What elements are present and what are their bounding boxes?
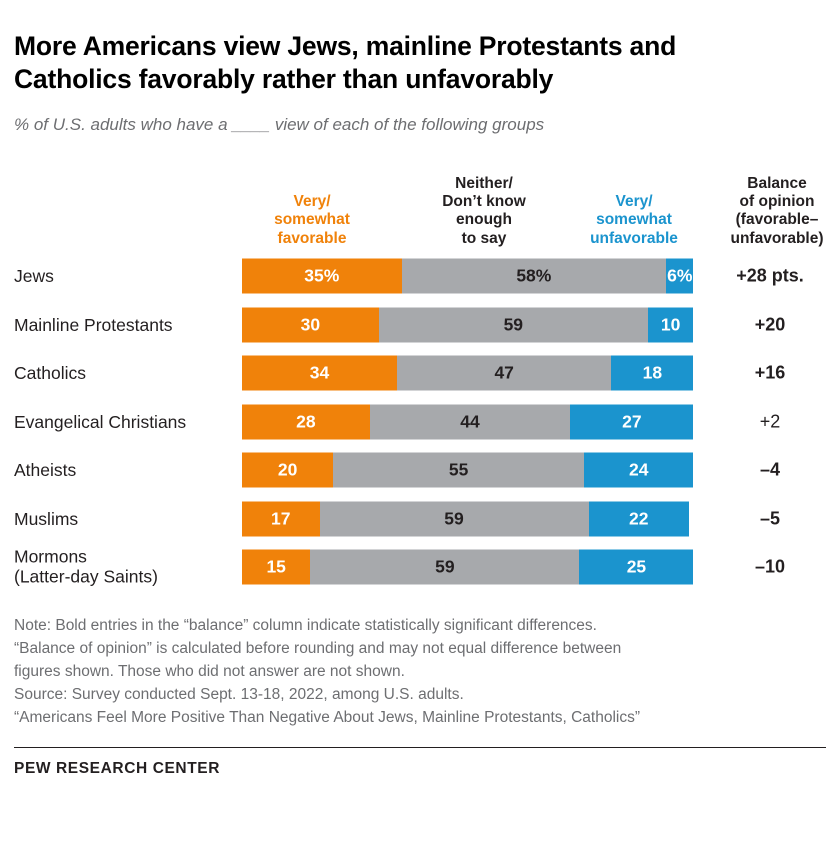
row-label [14, 508, 236, 528]
chart-subtitle: % of U.S. adults who have a ____ view of each of the following groups [14, 114, 545, 134]
column-header-balance: Balance of opinion (favorable– unfavorable) [730, 174, 824, 247]
stacked-bar [242, 356, 698, 391]
column-headers [14, 148, 826, 248]
bar-segment-favorable: 20 [242, 453, 333, 488]
stacked-bar [242, 259, 698, 294]
balance-value: +2 [759, 411, 781, 432]
chart-page [0, 30, 840, 868]
note-line-1: Note: Bold entries in the “balance” column indicate statistically significant differences. [14, 617, 597, 635]
footer-brand: PEW RESEARCH CENTER [14, 760, 221, 778]
row-label-main: Catholics [14, 362, 86, 383]
bar-segment-favorable: 15 [242, 550, 310, 585]
row-label-main: Atheists [14, 459, 77, 480]
page-title: More Americans view Jews, mainline Protestants and Catholics favorably rather than unfavorably [14, 31, 677, 94]
row-label-sub: (Latter-day Saints) [14, 567, 158, 588]
column-header-favorable: Very/ somewhat favorable [274, 192, 350, 247]
bar-segment-favorable: 28 [242, 404, 370, 439]
bar-segment-favorable: 34 [242, 356, 397, 391]
stacked-bar [242, 307, 698, 342]
row-label-main: Mainline Protestants [14, 314, 173, 335]
stacked-bar [242, 404, 698, 439]
chart-row [14, 446, 826, 495]
bar-segment-favorable: 17 [242, 501, 320, 536]
footer-divider [14, 747, 826, 748]
row-label-main: Evangelical Christians [14, 411, 187, 432]
chart-row [14, 252, 826, 301]
bar-segment-unfavorable: 24 [584, 453, 693, 488]
chart-notes [14, 615, 826, 729]
bar-segment-neither: 47 [397, 356, 611, 391]
bar-segment-unfavorable: 10 [648, 307, 694, 342]
chart-row [14, 397, 826, 446]
row-label-main: Mormons [14, 546, 87, 567]
bar-segment-neither: 58% [402, 259, 666, 294]
stacked-bar [242, 453, 698, 488]
bar-segment-unfavorable: 18 [611, 356, 693, 391]
column-header-neither: Neither/ Don’t know enough to say [442, 174, 526, 247]
balance-value: –10 [754, 556, 786, 577]
balance-value: –4 [759, 459, 781, 480]
chart-rows [14, 252, 826, 592]
note-line-4: Source: Survey conducted Sept. 13-18, 2022, among U.S. adults. [14, 686, 464, 704]
bar-segment-favorable: 30 [242, 307, 379, 342]
chart-row [14, 543, 826, 592]
row-label [14, 460, 236, 480]
balance-value: +20 [754, 314, 786, 335]
row-label [14, 547, 236, 588]
stacked-bar [242, 501, 698, 536]
row-label [14, 266, 236, 286]
chart-row [14, 494, 826, 543]
stacked-bar [242, 550, 698, 585]
bar-segment-unfavorable: 27 [570, 404, 693, 439]
row-label-main: Jews [14, 265, 54, 286]
balance-value: +16 [754, 362, 786, 383]
bar-segment-unfavorable: 6% [666, 259, 693, 294]
bar-segment-neither: 59 [320, 501, 589, 536]
bar-segment-neither: 59 [379, 307, 648, 342]
bar-segment-favorable: 35% [242, 259, 402, 294]
chart-row [14, 349, 826, 398]
note-line-5: “Americans Feel More Positive Than Negative About Jews, Mainline Protestants, Catholics” [14, 709, 641, 727]
bar-segment-unfavorable: 25 [579, 550, 693, 585]
bar-segment-neither: 59 [310, 550, 579, 585]
bar-segment-neither: 55 [333, 453, 584, 488]
balance-value: +28 pts. [736, 265, 804, 286]
bar-segment-unfavorable: 22 [589, 501, 689, 536]
row-label-main: Muslims [14, 508, 79, 529]
row-label [14, 363, 236, 383]
balance-value: –5 [759, 508, 781, 529]
chart-row [14, 300, 826, 349]
row-label [14, 314, 236, 334]
note-line-2: “Balance of opinion” is calculated before rounding and may not equal difference between [14, 640, 622, 658]
note-line-3: figures shown. Those who did not answer are not shown. [14, 663, 405, 681]
bar-segment-neither: 44 [370, 404, 571, 439]
row-label [14, 411, 236, 431]
column-header-unfavorable: Very/ somewhat unfavorable [590, 192, 678, 247]
